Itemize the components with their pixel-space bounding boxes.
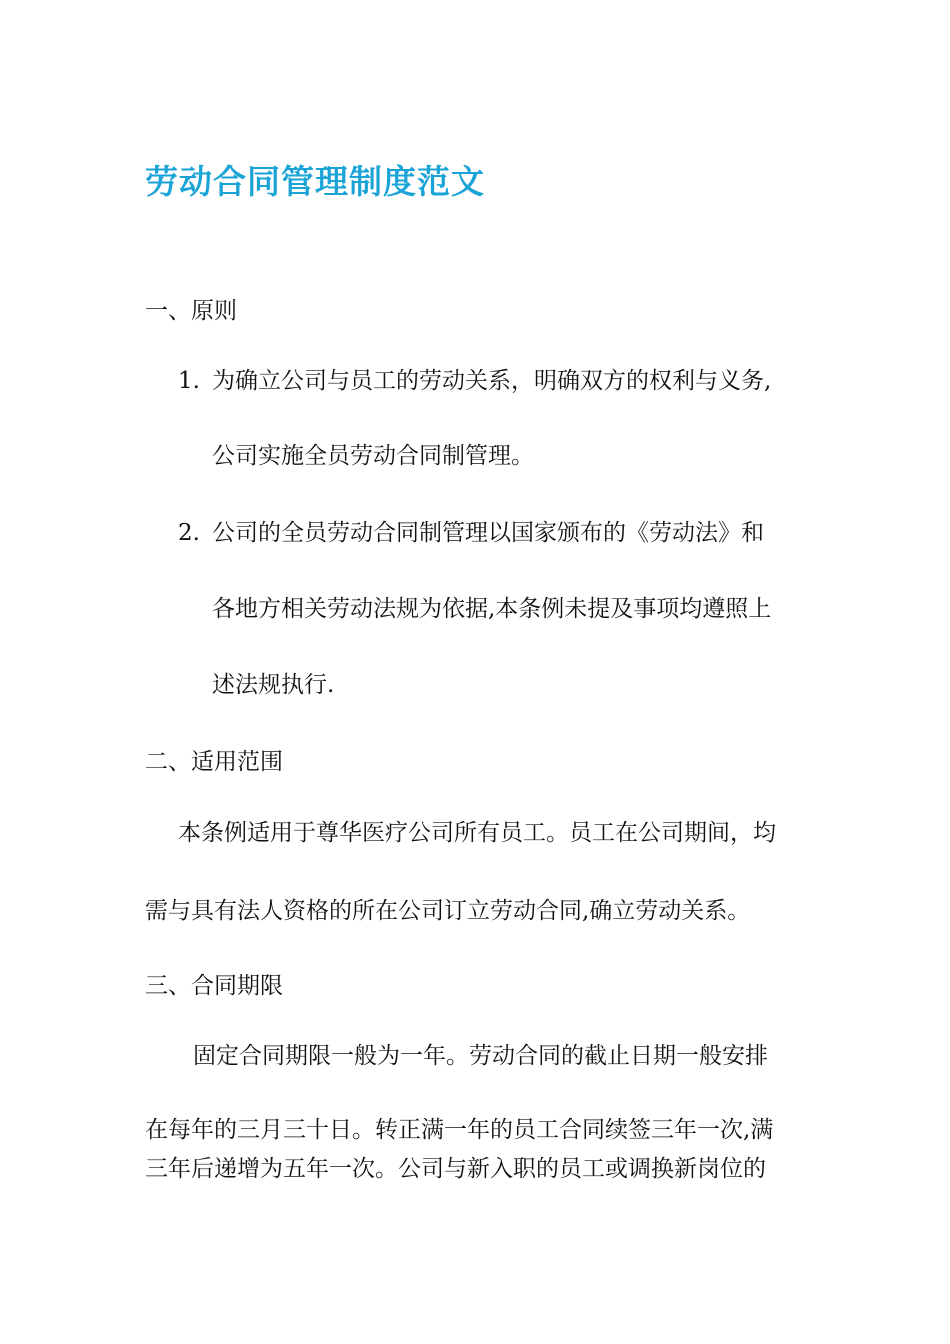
list-item-number: 2.: [178, 520, 200, 546]
section-heading-principles: 一、原则: [145, 298, 237, 324]
term-paragraph-line-3: 三年后递增为五年一次。公司与新入职的员工或调换新岗位的: [145, 1156, 766, 1182]
scope-paragraph-line-1: 本条例适用于尊华医疗公司所有员工。员工在公司期间，均: [178, 820, 776, 846]
section-heading-term: 三、合同期限: [145, 973, 283, 999]
scope-paragraph-line-2: 需与具有法人资格的所在公司订立劳动合同,确立劳动关系。: [145, 898, 751, 924]
list-item-2-line-2: 各地方相关劳动法规为依据,本条例未提及事项均遵照上: [212, 596, 772, 622]
term-paragraph-line-2: 在每年的三月三十日。转正满一年的员工合同续签三年一次,满: [145, 1117, 774, 1143]
list-item-1-line-2: 公司实施全员劳动合同制管理。: [212, 443, 534, 469]
section-heading-scope: 二、适用范围: [145, 749, 283, 775]
list-item-text: 公司的全员劳动合同制管理以国家颁布的《劳动法》和: [212, 520, 764, 546]
list-item-2-line-1: [178, 518, 764, 548]
list-item-2-line-3: 述法规执行.: [212, 672, 335, 698]
term-paragraph-line-1: 固定合同期限一般为一年。劳动合同的截止日期一般安排: [193, 1043, 768, 1069]
list-item-number: 1.: [178, 368, 200, 394]
list-item-1-line-1: [178, 366, 771, 396]
page-title: 劳动合同管理制度范文: [145, 162, 485, 201]
list-item-text: 为确立公司与员工的劳动关系，明确双方的权利与义务,: [212, 368, 772, 394]
